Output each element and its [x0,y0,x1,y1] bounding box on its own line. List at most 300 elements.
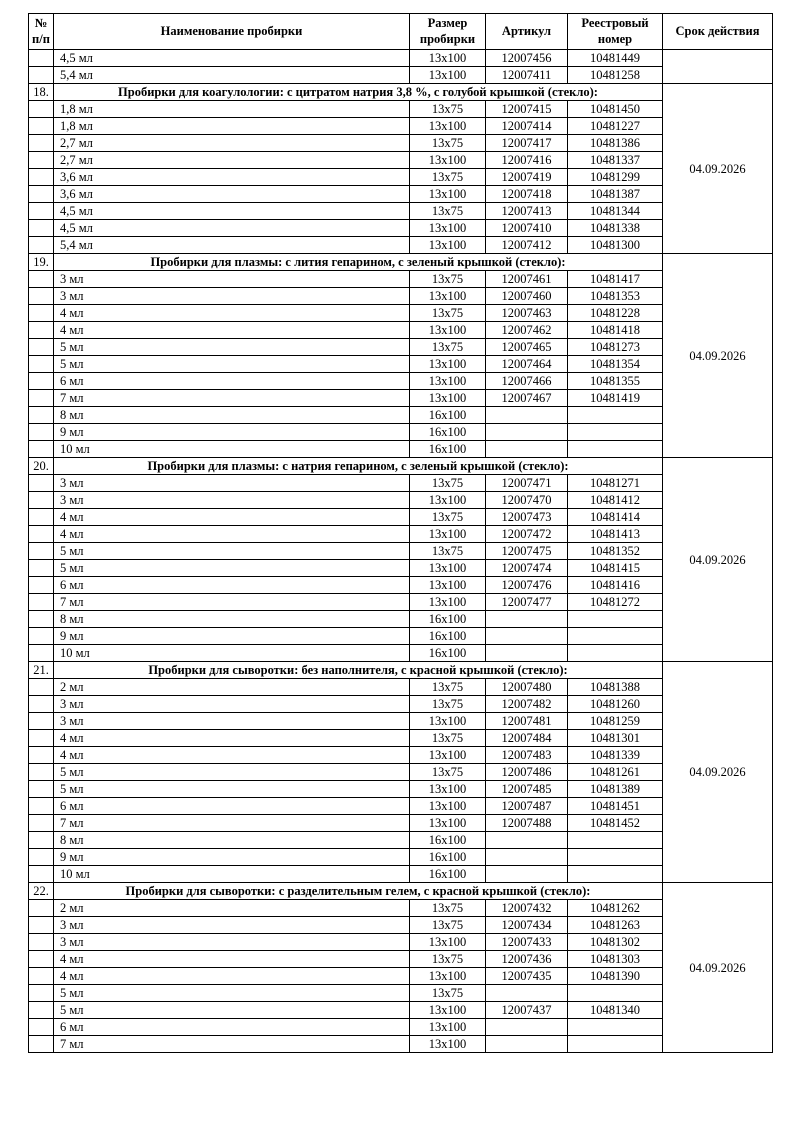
article-number: 12007487 [486,798,568,815]
table-row [29,101,773,118]
article-number: 12007419 [486,169,568,186]
article-number: 12007475 [486,543,568,560]
row-number-cell [29,849,54,866]
table-row [29,475,773,492]
registry-number: 10481260 [568,696,663,713]
table-row [29,696,773,713]
tube-size: 13x100 [410,356,486,373]
col-header-size: Размер пробирки [410,14,486,50]
col-header-validity: Срок действия [663,14,773,50]
article-number: 12007410 [486,220,568,237]
tube-name: 5 мл [54,560,410,577]
registry-number: 10481417 [568,271,663,288]
section-title: Пробирки для коагулологии: с цитратом натрия 3,8 %, с голубой крышкой (стекло): [54,84,663,101]
table-row [29,917,773,934]
article-number: 12007484 [486,730,568,747]
section-number: 19. [29,254,54,271]
table-row [29,900,773,917]
tube-size: 13x75 [410,305,486,322]
tube-name: 3,6 мл [54,186,410,203]
row-number-cell [29,186,54,203]
article-number: 12007463 [486,305,568,322]
article-number: 12007462 [486,322,568,339]
registry-number [568,1019,663,1036]
tube-name: 6 мл [54,373,410,390]
registry-number: 10481418 [568,322,663,339]
registry-number: 10481261 [568,764,663,781]
article-number: 12007416 [486,152,568,169]
validity-date: 04.09.2026 [663,254,773,458]
tube-name: 3 мл [54,934,410,951]
tube-size: 16x100 [410,407,486,424]
registry-number: 10481451 [568,798,663,815]
row-number-cell [29,509,54,526]
tube-size: 13x100 [410,1036,486,1053]
row-number-cell [29,356,54,373]
tube-name: 5,4 мл [54,237,410,254]
article-number: 12007436 [486,951,568,968]
row-number-cell [29,594,54,611]
article-number: 12007418 [486,186,568,203]
article-number [486,441,568,458]
tube-name: 4,5 мл [54,220,410,237]
registry-number: 10481271 [568,475,663,492]
section-title: Пробирки для сыворотки: без наполнителя, с красной крышкой (стекло): [54,662,663,679]
article-number: 12007488 [486,815,568,832]
tube-size: 16x100 [410,645,486,662]
tube-size: 13x100 [410,322,486,339]
row-number-cell [29,339,54,356]
table-row [29,169,773,186]
article-number [486,628,568,645]
registry-number: 10481259 [568,713,663,730]
table-row [29,492,773,509]
registry-number: 10481412 [568,492,663,509]
tube-size: 13x75 [410,271,486,288]
tube-size: 13x100 [410,288,486,305]
registry-number: 10481419 [568,390,663,407]
row-number-cell [29,526,54,543]
article-number: 12007437 [486,1002,568,1019]
tube-name: 2 мл [54,679,410,696]
table-row [29,237,773,254]
row-number-cell [29,713,54,730]
tube-size: 13x100 [410,815,486,832]
validity-date: 04.09.2026 [663,458,773,662]
registry-number: 10481387 [568,186,663,203]
table-row [29,390,773,407]
registry-number: 10481386 [568,135,663,152]
section-number: 21. [29,662,54,679]
registry-number: 10481301 [568,730,663,747]
tube-name: 7 мл [54,390,410,407]
tube-size: 13x75 [410,917,486,934]
row-number-cell [29,50,54,67]
section-title: Пробирки для плазмы: с натрия гепарином, с зеленый крышкой (стекло): [54,458,663,475]
registry-number [568,1036,663,1053]
registry-number: 10481263 [568,917,663,934]
table-row [29,373,773,390]
tube-size: 13x75 [410,101,486,118]
registry-number [568,645,663,662]
article-number: 12007480 [486,679,568,696]
table-row [29,832,773,849]
table-row [29,152,773,169]
tube-name: 5 мл [54,985,410,1002]
table-row [29,203,773,220]
tube-size: 13x75 [410,509,486,526]
tube-name: 5 мл [54,781,410,798]
table-row [29,407,773,424]
registry-number: 10481388 [568,679,663,696]
table-row [29,628,773,645]
article-number: 12007411 [486,67,568,84]
row-number-cell [29,220,54,237]
tube-name: 9 мл [54,849,410,866]
registry-number: 10481344 [568,203,663,220]
tube-size: 13x75 [410,135,486,152]
row-number-cell [29,815,54,832]
section-22 [29,883,773,1053]
tube-name: 4 мл [54,322,410,339]
tube-name: 8 мл [54,407,410,424]
row-number-cell [29,407,54,424]
table-row [29,679,773,696]
tube-name: 7 мл [54,594,410,611]
article-number: 12007432 [486,900,568,917]
row-number-cell [29,373,54,390]
article-number [486,985,568,1002]
tube-size: 13x100 [410,220,486,237]
tube-name: 1,8 мл [54,118,410,135]
row-number-cell [29,118,54,135]
row-number-cell [29,866,54,883]
row-number-cell [29,322,54,339]
tube-size: 13x75 [410,696,486,713]
row-number-cell [29,798,54,815]
registry-number: 10481352 [568,543,663,560]
article-number: 12007473 [486,509,568,526]
registry-number [568,424,663,441]
tube-name: 5 мл [54,764,410,781]
article-number: 12007466 [486,373,568,390]
tube-name: 6 мл [54,577,410,594]
registry-number [568,866,663,883]
article-number: 12007434 [486,917,568,934]
row-number-cell [29,730,54,747]
registry-number: 10481353 [568,288,663,305]
tube-name: 6 мл [54,798,410,815]
table-row [29,67,773,84]
row-number-cell [29,781,54,798]
col-header-registry: Реестровый номер [568,14,663,50]
row-number-cell [29,152,54,169]
table-row [29,526,773,543]
registry-number [568,628,663,645]
tube-size: 16x100 [410,441,486,458]
tube-size: 13x75 [410,339,486,356]
row-number-cell [29,747,54,764]
tube-size: 13x100 [410,526,486,543]
section-title: Пробирки для сыворотки: с разделительным гелем, с красной крышкой (стекло): [54,883,663,900]
header-row [29,14,773,50]
table-row [29,118,773,135]
section-18 [29,84,773,254]
table-row [29,322,773,339]
registry-number: 10481416 [568,577,663,594]
tube-name: 3 мл [54,696,410,713]
registry-number: 10481390 [568,968,663,985]
table-row [29,271,773,288]
article-number: 12007415 [486,101,568,118]
tube-name: 5 мл [54,1002,410,1019]
row-number-cell [29,203,54,220]
row-number-cell [29,832,54,849]
tube-size: 13x75 [410,900,486,917]
registry-number: 10481340 [568,1002,663,1019]
table-row [29,951,773,968]
tube-name: 1,8 мл [54,101,410,118]
tube-size: 13x100 [410,577,486,594]
table-row [29,509,773,526]
tube-name: 8 мл [54,611,410,628]
row-number-cell [29,696,54,713]
section-20 [29,458,773,662]
section-21 [29,662,773,883]
table-row [29,288,773,305]
article-number: 12007485 [486,781,568,798]
tube-name: 5 мл [54,543,410,560]
article-number [486,645,568,662]
table-row [29,866,773,883]
row-number-cell [29,288,54,305]
section-header-row [29,458,773,475]
tube-size: 13x75 [410,475,486,492]
section-header-row [29,662,773,679]
tube-size: 13x100 [410,594,486,611]
tube-size: 13x100 [410,152,486,169]
tube-size: 13x100 [410,1019,486,1036]
article-number: 12007460 [486,288,568,305]
table-row [29,1002,773,1019]
table-row [29,645,773,662]
tube-size: 13x75 [410,203,486,220]
row-number-cell [29,577,54,594]
table-row [29,815,773,832]
registry-number: 10481452 [568,815,663,832]
section-header-row [29,883,773,900]
tube-name: 9 мл [54,628,410,645]
row-number-cell [29,934,54,951]
article-number: 12007467 [486,390,568,407]
row-number-cell [29,543,54,560]
tube-size: 13x75 [410,679,486,696]
registry-number: 10481450 [568,101,663,118]
row-number-cell [29,169,54,186]
registry-number: 10481227 [568,118,663,135]
tube-size: 16x100 [410,611,486,628]
article-number: 12007474 [486,560,568,577]
article-number [486,866,568,883]
registry-number [568,407,663,424]
section-header-row [29,254,773,271]
registry-number [568,441,663,458]
article-number: 12007471 [486,475,568,492]
article-number: 12007470 [486,492,568,509]
tube-name: 10 мл [54,866,410,883]
registry-number: 10481449 [568,50,663,67]
article-number: 12007465 [486,339,568,356]
table-row [29,968,773,985]
row-number-cell [29,1002,54,1019]
tube-size: 16x100 [410,866,486,883]
tube-size: 13x100 [410,50,486,67]
tube-size: 13x100 [410,781,486,798]
row-number-cell [29,985,54,1002]
tube-size: 16x100 [410,628,486,645]
tube-size: 13x75 [410,169,486,186]
tube-size: 13x100 [410,798,486,815]
table-row [29,713,773,730]
tube-size: 16x100 [410,424,486,441]
row-number-cell [29,764,54,781]
section-19 [29,254,773,458]
tube-name: 4,5 мл [54,50,410,67]
article-number [486,424,568,441]
tube-name: 4 мл [54,526,410,543]
table-row [29,594,773,611]
row-number-cell [29,968,54,985]
article-number: 12007435 [486,968,568,985]
row-number-cell [29,305,54,322]
table-row [29,1019,773,1036]
section-number: 18. [29,84,54,101]
tube-size: 13x100 [410,186,486,203]
article-number [486,1036,568,1053]
row-number-cell [29,900,54,917]
row-number-cell [29,441,54,458]
tube-name: 3 мл [54,271,410,288]
registry-number: 10481337 [568,152,663,169]
tube-name: 7 мл [54,1036,410,1053]
row-number-cell [29,424,54,441]
tube-table [28,13,773,1053]
tube-name: 9 мл [54,424,410,441]
article-number: 12007481 [486,713,568,730]
tube-size: 13x100 [410,713,486,730]
registry-number [568,611,663,628]
tube-name: 3 мл [54,713,410,730]
section-title: Пробирки для плазмы: с лития гепарином, с зеленый крышкой (стекло): [54,254,663,271]
tube-size: 13x75 [410,985,486,1002]
table-row [29,339,773,356]
article-number: 12007461 [486,271,568,288]
col-header-article: Артикул [486,14,568,50]
validity-date [663,50,773,84]
table-row [29,441,773,458]
tube-size: 13x75 [410,730,486,747]
registry-number: 10481355 [568,373,663,390]
article-number: 12007414 [486,118,568,135]
table-row [29,543,773,560]
registry-number: 10481338 [568,220,663,237]
validity-date: 04.09.2026 [663,662,773,883]
article-number: 12007477 [486,594,568,611]
article-number [486,407,568,424]
tube-size: 16x100 [410,832,486,849]
table-row [29,611,773,628]
article-number: 12007472 [486,526,568,543]
tube-name: 3,6 мл [54,169,410,186]
tube-name: 2,7 мл [54,135,410,152]
tube-name: 7 мл [54,815,410,832]
tube-size: 13x100 [410,390,486,407]
table-row [29,985,773,1002]
table-row [29,1036,773,1053]
registry-number: 10481413 [568,526,663,543]
registry-number: 10481415 [568,560,663,577]
row-number-cell [29,101,54,118]
tube-size: 13x100 [410,560,486,577]
row-number-cell [29,237,54,254]
table-row [29,356,773,373]
validity-date: 04.09.2026 [663,84,773,254]
table-row [29,730,773,747]
tube-size: 13x100 [410,237,486,254]
tube-size: 13x100 [410,934,486,951]
tube-name: 4 мл [54,305,410,322]
tube-size: 13x100 [410,118,486,135]
validity-date: 04.09.2026 [663,883,773,1053]
article-number: 12007486 [486,764,568,781]
article-number: 12007413 [486,203,568,220]
table-row [29,50,773,67]
table-row [29,934,773,951]
tube-name: 2,7 мл [54,152,410,169]
tube-size: 13x100 [410,1002,486,1019]
tube-name: 6 мл [54,1019,410,1036]
tube-name: 3 мл [54,917,410,934]
article-number [486,832,568,849]
article-number: 12007456 [486,50,568,67]
tube-size: 13x100 [410,492,486,509]
tube-name: 5,4 мл [54,67,410,84]
registry-number: 10481262 [568,900,663,917]
tube-name: 2 мл [54,900,410,917]
row-number-cell [29,1019,54,1036]
tube-size: 13x75 [410,543,486,560]
tube-size: 13x100 [410,968,486,985]
article-number: 12007417 [486,135,568,152]
article-number: 12007482 [486,696,568,713]
row-number-cell [29,492,54,509]
col-header-num: № п/п [29,14,54,50]
registry-number: 10481299 [568,169,663,186]
tube-name: 3 мл [54,492,410,509]
table-row [29,798,773,815]
registry-number: 10481303 [568,951,663,968]
article-number: 12007433 [486,934,568,951]
table-row [29,577,773,594]
registry-number: 10481228 [568,305,663,322]
tube-name: 4 мл [54,968,410,985]
table-row [29,305,773,322]
tube-name: 8 мл [54,832,410,849]
tube-size: 13x75 [410,764,486,781]
registry-number: 10481300 [568,237,663,254]
tube-name: 3 мл [54,475,410,492]
registry-number: 10481272 [568,594,663,611]
